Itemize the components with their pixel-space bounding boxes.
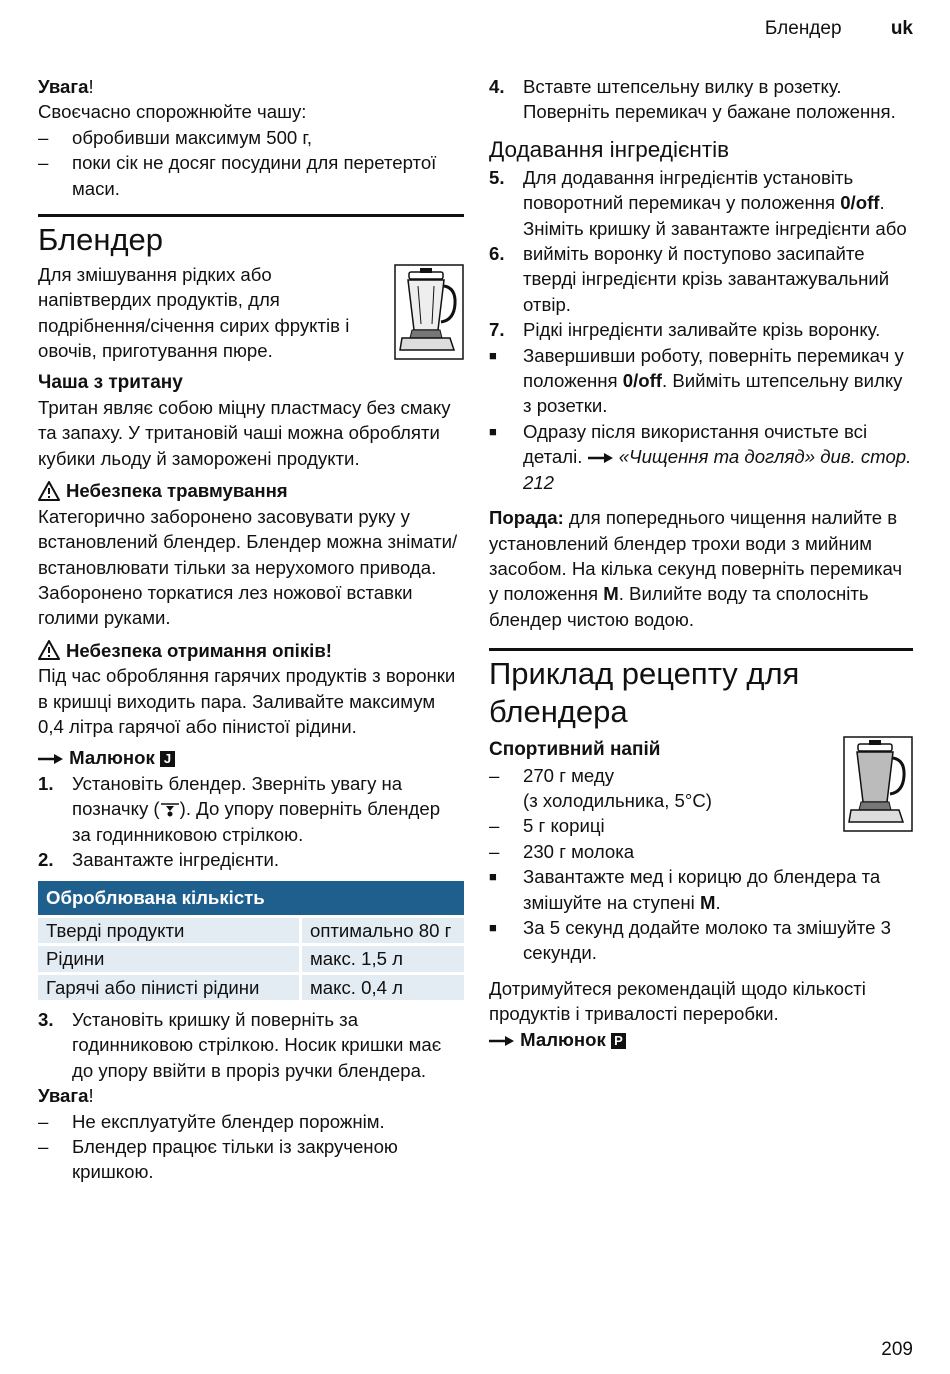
cross-reference: «Чищення та догляд» див. стор. 212 — [523, 446, 912, 493]
subheading-adding-ingredients: Додавання інгредієнтів — [489, 136, 730, 162]
list-item: – Блендер працює тільки із закрученою кришкою. — [38, 1134, 464, 1185]
section-divider — [38, 214, 464, 217]
figure-letter-badge: P — [611, 1033, 626, 1049]
warning-label-1: Увага! — [38, 76, 94, 97]
blender-jar-illustration — [394, 264, 464, 360]
header-section: Блендер — [764, 18, 842, 39]
recipe-note: Дотримуйтеся рекомендацій щодо кількості продуктів і тривалості переробки. — [489, 977, 866, 1025]
running-header — [765, 16, 913, 41]
figure-letter-badge: J — [160, 751, 175, 767]
intro-text: Для змішування рідких або напівтвердих продуктів, для подрібнення/січення сирих фруктів і овочів, приготування пюре. — [38, 264, 350, 362]
bullet-item: ■ За 5 секунд додайте молоко та змішуйте 3 секунди. — [489, 915, 913, 966]
list-item: – обробивши максимум 500 г, — [38, 125, 464, 150]
table-header: Оброблювана кількість — [38, 881, 464, 914]
list-item: – поки сік не досяг посудини для перетертої маси. — [38, 150, 464, 201]
table-row: Рідини макс. 1,5 л — [38, 946, 464, 971]
section-divider — [489, 648, 913, 651]
list-item: – Не експлуатуйте блендер порожнім. — [38, 1109, 464, 1134]
step-1: 1. Установіть блендер. Зверніть увагу на позначку ( ). До упору поверніть блендер за годинниковою стрілкою. — [38, 772, 441, 845]
ingredient-item: – 230 г молока — [489, 839, 913, 864]
header-language: uk — [890, 18, 913, 39]
warning-label-2: Увага! — [38, 1085, 94, 1107]
step-4: 4. Вставте штепсельну вилку в розетку. Поверніть перемикач у бажане положення. — [489, 76, 896, 123]
arrow-right-icon — [38, 753, 64, 765]
subheading-tritan: Чаша з тритану — [38, 371, 183, 393]
warning-intro: Своєчасно спорожнюйте чашу: — [38, 101, 307, 123]
step-5: 5. Для додавання інгредієнтів установіть поворотний перемикач у положення 0/off. Зніміть кришку й завантажте інгредієнти або — [489, 166, 907, 239]
warning-triangle-icon — [38, 481, 60, 501]
bullet-item: ■ Завантажте мед і корицю до блендера та змішуйте на ступені M. — [489, 864, 913, 915]
left-column — [38, 74, 464, 1185]
ingredient-item: – 270 г меду — [489, 763, 913, 788]
warning-triangle-icon — [38, 640, 60, 660]
table-row: Гарячі або пінисті рідини макс. 0,4 л — [38, 975, 464, 1000]
step-7: 7. Рідкі інгредієнти заливайте крізь воронку. — [489, 319, 881, 341]
figure-reference-p: Малюнок P — [489, 1027, 913, 1052]
bullet-item: ■ Одразу після використання очистьте всі деталі. «Чищення та догляд» див. стор. 212 — [489, 419, 913, 495]
right-column — [489, 74, 913, 1052]
ingredient-item: – 5 г кориці — [489, 813, 913, 838]
tip-paragraph: Порада: для попереднього чищення налийте в установлений блендер трохи води з мийним засобом. На кілька секунд поверніть перемикач у положення M. Вилийте воду та сполосніть блендер чистою водою. — [489, 507, 903, 630]
step-3: 3. Установіть кришку й поверніть за годинниковою стрілкою. Носик кришки має до упору ввійти в проріз ручки блендера. — [38, 1009, 442, 1081]
recipe-title: Приклад рецепту для блендера — [489, 656, 800, 730]
arrow-right-icon — [489, 1035, 515, 1047]
processing-quantity-table — [38, 878, 464, 1003]
step-2: 2. Завантажте інгредієнти. — [38, 848, 280, 870]
danger-heading-injury: Небезпека травмування — [38, 478, 464, 503]
alignment-mark-icon — [160, 803, 180, 817]
recipe-subheading: Спортивний напій — [489, 739, 661, 761]
figure-reference-j: Малюнок J — [38, 745, 464, 770]
tritan-text: Тритан являє собою міцну пластмасу без смаку та запаху. У тритановій чаші можна обробляти кубики льоду й заморожені продукти. — [38, 397, 451, 469]
danger-text-injury: Категорично заборонено засовувати руку у встановлений блендер. Блендер можна знімати/встановлювати тільки за нерухомого привода. Заборонено торкатися лез ножової вставки голими руками. — [38, 505, 458, 629]
table-row: Тверді продукти оптимально 80 г — [38, 918, 464, 943]
arrow-right-icon — [588, 452, 614, 464]
step-6: 6. вийміть воронку й поступово засипайте тверді інгредієнти крізь завантажувальний отвір. — [489, 243, 890, 315]
section-title: Блендер — [38, 222, 164, 258]
ingredient-note: (з холодильника, 5°C) — [523, 789, 712, 811]
bullet-item: ■ Завершивши роботу, поверніть перемикач у положення 0/off. Вийміть штепсельну вилку з розетки. — [489, 343, 913, 419]
page-number: 209 — [881, 1338, 913, 1360]
danger-heading-burns: Небезпека отримання опіків! — [38, 638, 464, 663]
danger-text-burns: Під час обробляння гарячих продуктів з воронки в кришці виходить пара. Заливайте максимум 0,4 літра гарячої або пінистої рідини. — [38, 665, 456, 737]
